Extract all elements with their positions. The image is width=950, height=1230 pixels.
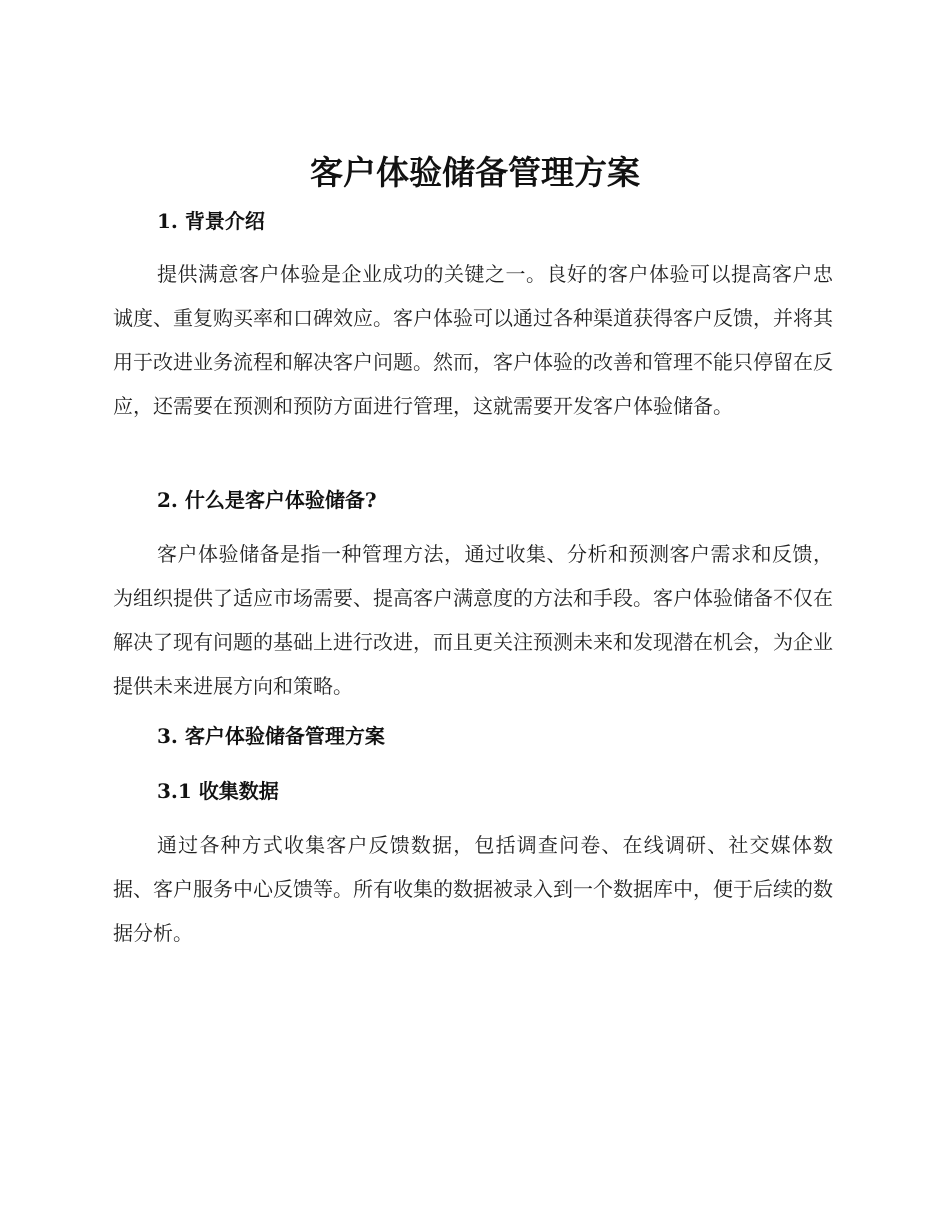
section-paragraph-data-collection: 通过各种方式收集客户反馈数据，包括调查问卷、在线调研、社交媒体数据、客户服务中心反馈等。所有收集的数据被录入到一个数据库中，便于后续的数据分析。 [113, 833, 833, 945]
section-heading-management-plan: 3. 客户体验储备管理方案 [157, 724, 385, 748]
section-paragraph-background: 提供满意客户体验是企业成功的关键之一。良好的客户体验可以提高客户忠诚度、重复购买率和口碑效应。客户体验可以通过各种渠道获得客户反馈，并将其用于改进业务流程和解决客户问题。然而，客户体验的改善和管理不能只停留在反应，还需要在预测和预防方面进行管理，这就需要开发客户体验储备。 [113, 262, 833, 418]
section-heading-definition: 2. 什么是客户体验储备? [157, 488, 377, 512]
section-heading-background: 1. 背景介绍 [157, 209, 265, 233]
document-title: 客户体验储备管理方案 [310, 153, 640, 192]
section-heading-data-collection: 3.1 收集数据 [157, 779, 279, 803]
section-paragraph-definition: 客户体验储备是指一种管理方法，通过收集、分析和预测客户需求和反馈，为组织提供了适应市场需要、提高客户满意度的方法和手段。客户体验储备不仅在解决了现有问题的基础上进行改进，而且更关注预测未来和发现潜在机会，为企业提供未来进展方向和策略。 [113, 542, 833, 698]
